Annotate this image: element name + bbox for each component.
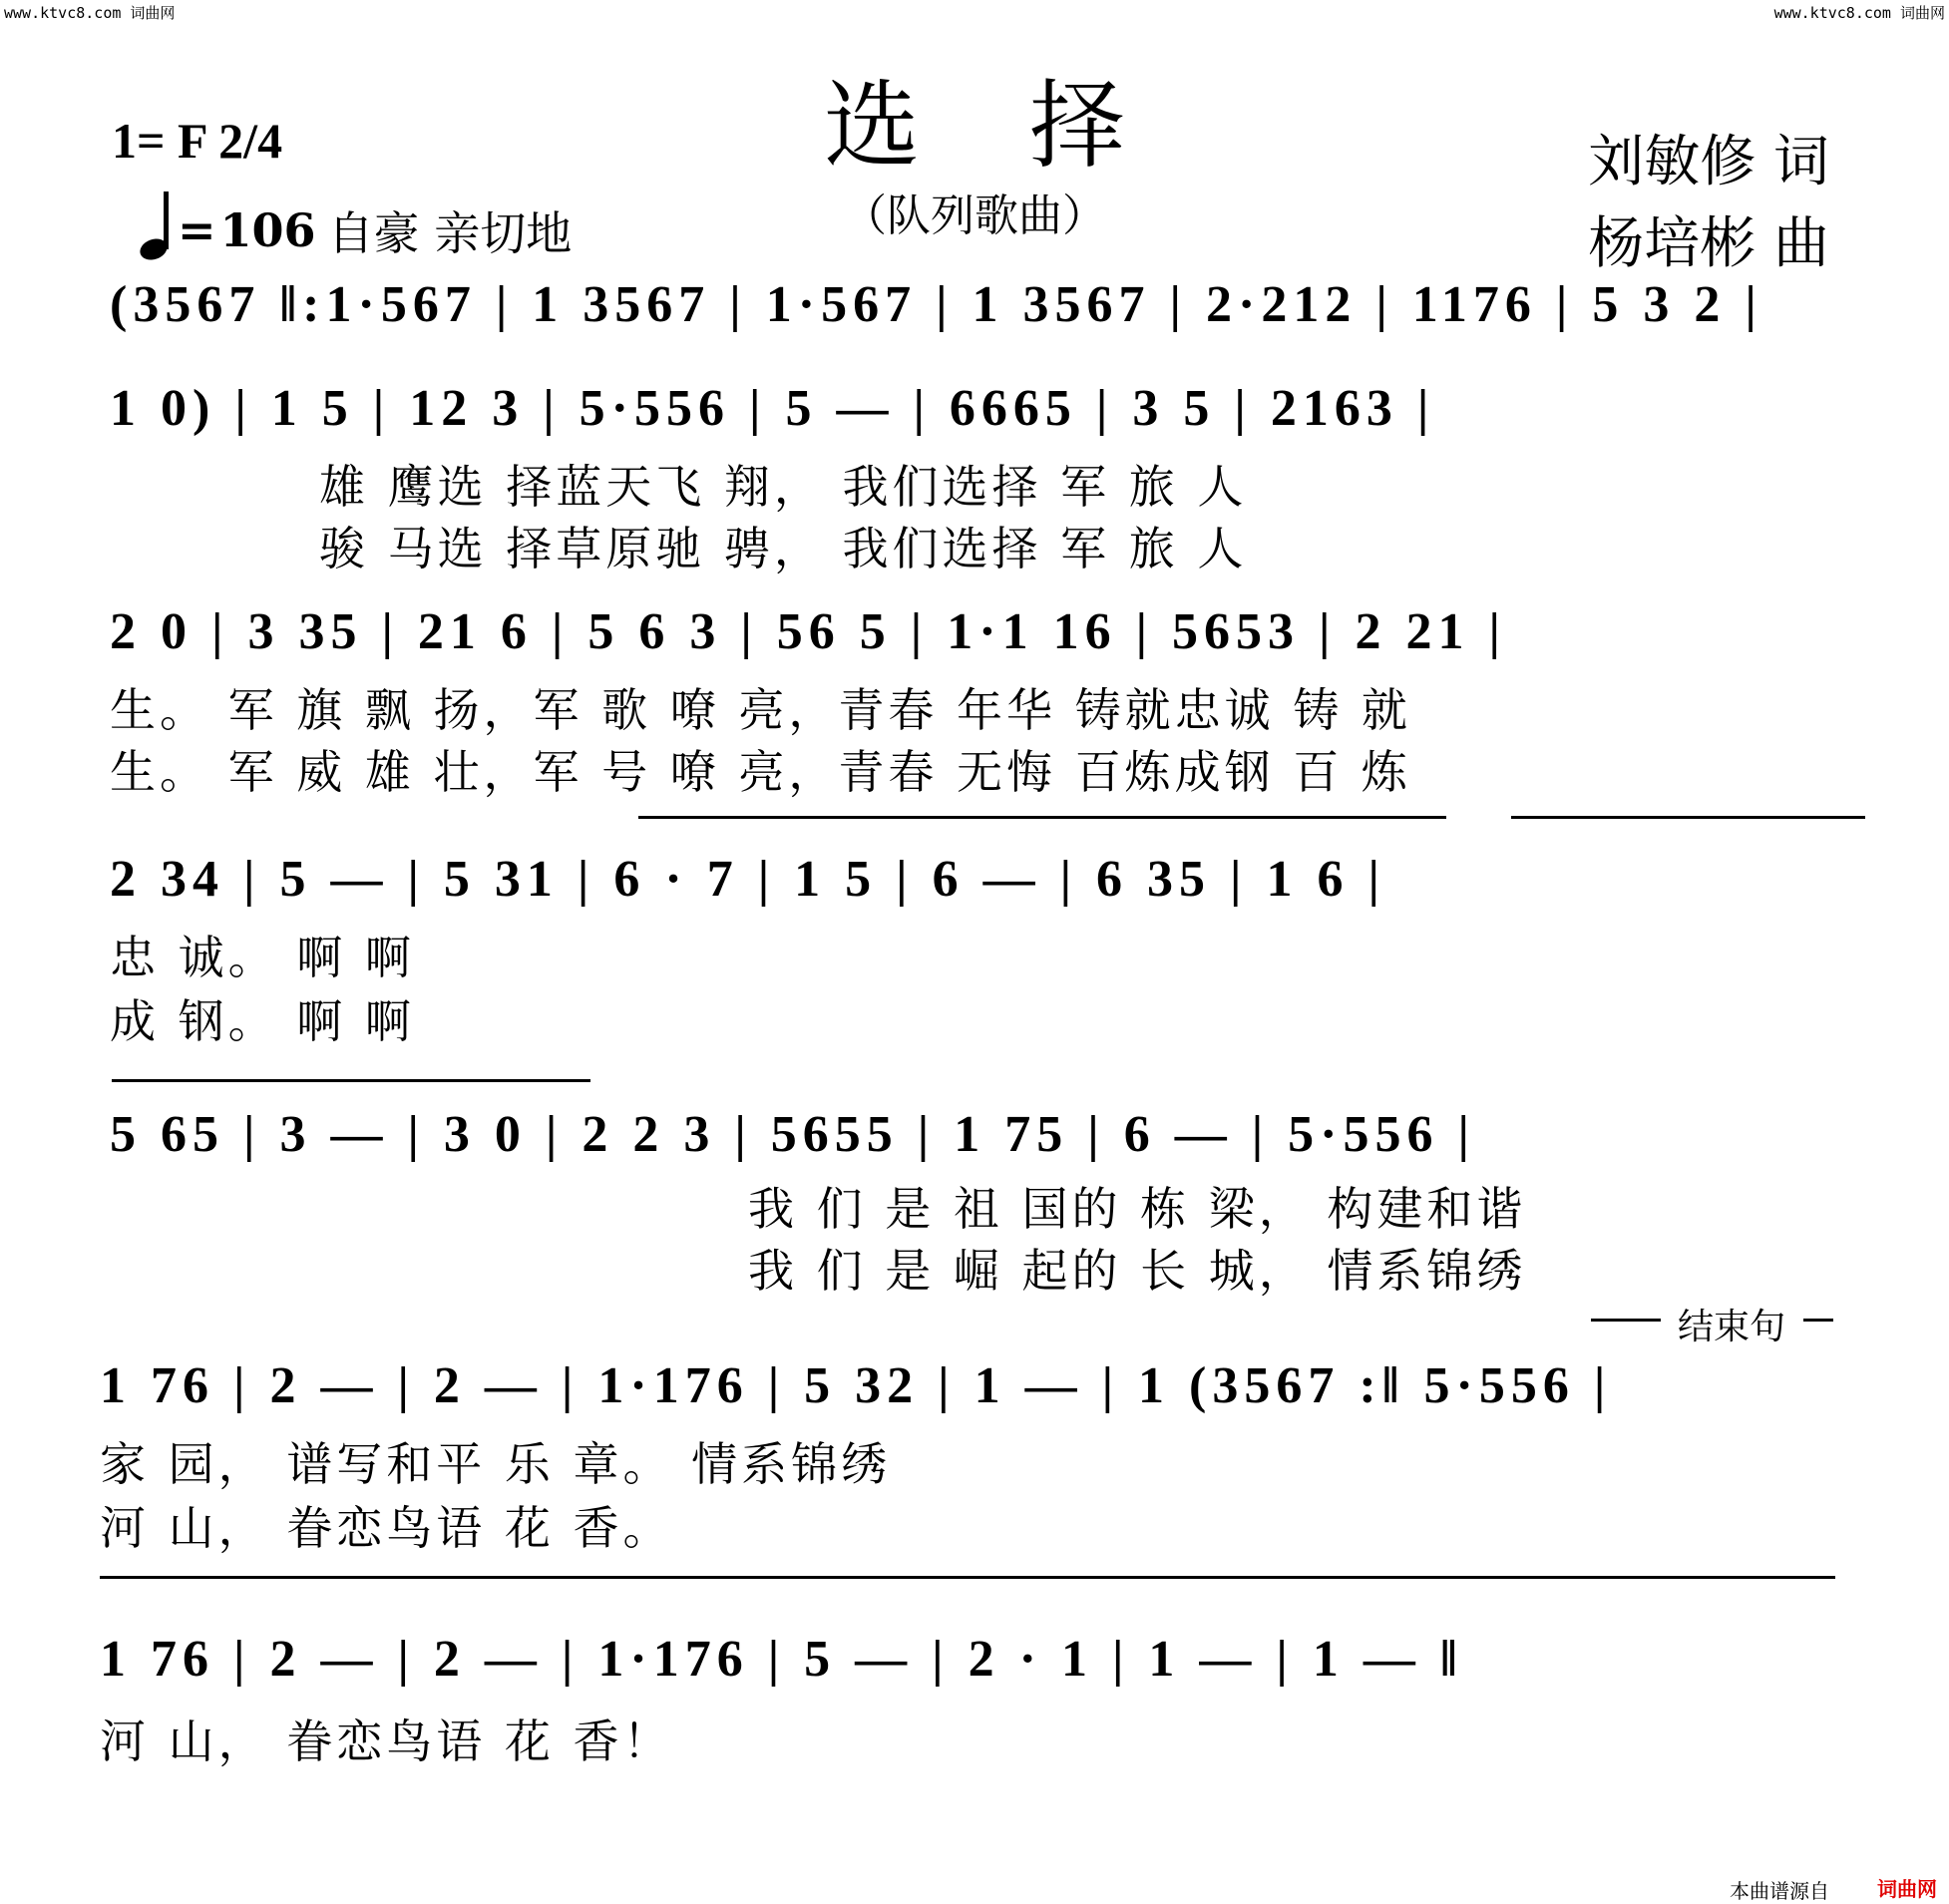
volta-bracket-1 — [638, 816, 1446, 819]
tempo-words: 自豪 亲切地 — [327, 206, 573, 260]
score-line-5: 5 65 | 3 — | 3 0 | 2 2 3 | 5655 | 1 75 | 6 — | 5·556 | — [110, 1106, 1475, 1163]
score-line-2: 1 0) | 1 5 | 12 3 | 5·556 | 5 — | 6665 | 3 5 | 2163 | — [110, 380, 1435, 437]
ending-line-right — [1803, 1319, 1833, 1322]
lyric-line-7: 河 山， 眷恋鸟语 花 香！ — [100, 1714, 673, 1768]
song-subtitle: （队列歌曲） — [843, 190, 1106, 241]
lyric-line-4-verse-1: 忠 诚。 啊 啊 — [110, 931, 415, 984]
footer-source-text: 本曲谱源自 — [1730, 1879, 1829, 1903]
tempo-marking — [140, 191, 572, 269]
lyric-line-2-verse-1: 雄 鹰选 择蓝天飞 翔， 我们选择 军 旅 人 — [319, 460, 1248, 514]
tempo-equals: = — [178, 203, 216, 257]
lyric-line-4-verse-2: 成 钢。 啊 啊 — [110, 994, 415, 1048]
volta-bracket-2 — [1511, 816, 1865, 819]
lyric-line-3-verse-1: 生。 军 旗 飘 扬，军 歌 嘹 亮，青春 年华 铸就忠诚 铸 就 — [110, 683, 1411, 737]
key-signature: 1= F 2/4 — [112, 113, 283, 169]
song-title: 选择 — [824, 70, 1235, 182]
lyric-line-5-verse-1: 我 们 是 祖 国的 栋 梁， 构建和谐 — [748, 1182, 1527, 1236]
watermark-right: www.ktvc8.com 词曲网 — [1773, 4, 1945, 22]
volta-bracket-3 — [112, 1079, 590, 1082]
lyric-line-6-verse-2: 河 山， 眷恋鸟语 花 香。 — [100, 1501, 673, 1555]
ending-bracket — [100, 1576, 1835, 1579]
tempo-value: 106 — [219, 203, 316, 257]
score-line-4: 2 34 | 5 — | 5 31 | 6 · 7 | 1 5 | 6 — | 6 35 | 1 6 | — [110, 851, 1385, 908]
score-line-6: 1 76 | 2 — | 2 — | 1·176 | 5 32 | 1 — | 1 (3567 :‖ 5·556 | — [100, 1357, 1612, 1414]
footer-brand-logo: 词曲网 — [1877, 1877, 1937, 1901]
lyric-line-2-verse-2: 骏 马选 择草原驰 骋， 我们选择 军 旅 人 — [319, 522, 1248, 575]
score-line-7: 1 76 | 2 — | 2 — | 1·176 | 5 — | 2 · 1 | 1 — | 1 — ‖ — [100, 1631, 1463, 1688]
watermark-left: www.ktvc8.com 词曲网 — [4, 4, 176, 22]
quarter-note-icon — [140, 191, 170, 269]
lyric-line-6-verse-1: 家 园， 谱写和平 乐 章。 情系锦绣 — [100, 1437, 892, 1491]
ending-line-left — [1591, 1319, 1661, 1322]
lyricist-credit: 刘敏修 词 — [1588, 130, 1829, 194]
score-line-1: (3567 ‖:1·567 | 1 3567 | 1·567 | 1 3567 | 2·212 | 1176 | 5 3 2 | — [110, 276, 1762, 333]
lyric-line-3-verse-2: 生。 军 威 雄 壮，军 号 嘹 亮，青春 无悔 百炼成钢 百 炼 — [110, 745, 1411, 799]
score-line-3: 2 0 | 3 35 | 21 6 | 5 6 3 | 56 5 | 1·1 16 | 5653 | 2 21 | — [110, 603, 1506, 660]
lyric-line-5-verse-2: 我 们 是 崛 起的 长 城， 情系锦绣 — [748, 1244, 1527, 1298]
composer-credit: 杨培彬 曲 — [1588, 211, 1829, 276]
ending-label: 结束句 — [1678, 1307, 1786, 1347]
